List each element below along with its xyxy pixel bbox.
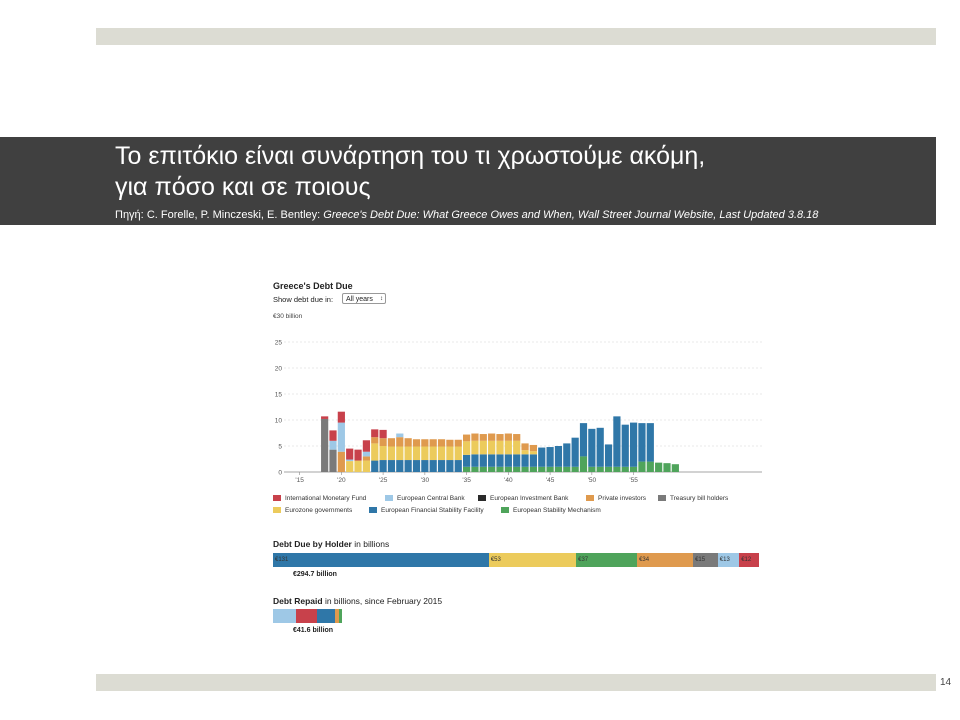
strip-segment-tbill[interactable]: €15 — [693, 553, 718, 567]
bar-segment-eurozone[interactable] — [380, 446, 387, 460]
bar-segment-eurozone[interactable] — [363, 461, 370, 472]
legend-label: European Investment Bank — [490, 495, 569, 502]
legend-label: Eurozone governments — [285, 507, 353, 514]
bar-segment-tbill[interactable] — [329, 450, 336, 472]
legend-swatch — [658, 495, 666, 501]
bar-segment-efsf[interactable] — [647, 423, 654, 461]
bar-segment-esm[interactable] — [647, 462, 654, 472]
bar-segment-eurozone[interactable] — [521, 450, 528, 454]
bar-segment-private[interactable] — [471, 434, 478, 441]
x-tick-label: '45 — [545, 477, 555, 484]
legend-item-efsf — [369, 507, 484, 514]
bar-segment-private[interactable] — [413, 439, 420, 446]
year-select[interactable] — [342, 293, 386, 304]
bar-segment-esm[interactable] — [588, 467, 595, 472]
strip-segment-imf[interactable]: €12 — [739, 553, 759, 567]
legend-item-ecb — [385, 495, 465, 502]
slide-number: 14 — [940, 677, 952, 688]
bar-segment-eurozone[interactable] — [388, 447, 395, 461]
bar-segment-eurozone[interactable] — [505, 441, 512, 455]
bar-segment-imf[interactable] — [354, 450, 361, 461]
bar-segment-eurozone[interactable] — [455, 447, 462, 461]
bar-segment-eurozone[interactable] — [480, 441, 487, 455]
bar-segment-efsf[interactable] — [480, 454, 487, 466]
strip-segment-esm[interactable]: €37 — [576, 553, 637, 567]
repaid-total: €41.6 billion — [293, 627, 334, 634]
bar-segment-efsf[interactable] — [538, 448, 545, 467]
bar-segment-private[interactable] — [530, 445, 537, 451]
legend-item-esm — [501, 507, 601, 514]
bar-segment-efsf[interactable] — [380, 460, 387, 472]
repaid-title-rest: in billions, since February 2015 — [322, 596, 443, 606]
repaid-strip — [273, 609, 342, 623]
bar-segment-esm[interactable] — [597, 467, 604, 472]
bar-segment-eurozone[interactable] — [471, 441, 478, 455]
bar-segment-esm[interactable] — [630, 467, 637, 472]
top-decor-band — [96, 28, 936, 45]
bar-segment-esm[interactable] — [655, 463, 662, 472]
legend-label: European Central Bank — [397, 495, 465, 502]
bar-segment-efsf[interactable] — [496, 454, 503, 466]
bar-segment-eurozone[interactable] — [405, 447, 412, 461]
x-tick-label: '15 — [295, 477, 304, 484]
bar-segment-esm[interactable] — [471, 467, 478, 472]
x-tick-label: '25 — [378, 477, 388, 484]
bar-segment-eurozone[interactable] — [513, 441, 520, 455]
bar-segment-esm[interactable] — [572, 467, 579, 472]
bar-segment-imf[interactable] — [346, 449, 353, 460]
bar-segment-esm[interactable] — [547, 467, 554, 472]
bar-segment-imf[interactable] — [329, 430, 336, 440]
bar-segment-esm[interactable] — [663, 463, 670, 472]
bar-segment-private[interactable] — [338, 452, 345, 472]
legend-swatch — [478, 495, 486, 501]
legend-swatch — [385, 495, 393, 501]
bar-segment-eurozone[interactable] — [371, 443, 378, 460]
legend-label: International Monetary Fund — [285, 495, 367, 502]
bar-segment-efsf[interactable] — [463, 455, 470, 467]
bar-segment-efsf[interactable] — [588, 429, 595, 467]
legend-swatch — [586, 495, 594, 501]
bar-segment-esm[interactable] — [563, 467, 570, 472]
bar-segment-esm[interactable] — [555, 467, 562, 472]
bar-segment-ecb[interactable] — [396, 434, 403, 438]
bar-segment-esm[interactable] — [580, 456, 587, 472]
bar-segment-efsf[interactable] — [438, 460, 445, 472]
slide-title — [115, 141, 705, 203]
bar-segment-efsf[interactable] — [413, 460, 420, 472]
legend-item-eurozone — [273, 507, 352, 514]
bar-segment-esm[interactable] — [488, 467, 495, 472]
strip-segment-ecb[interactable]: €13 — [718, 553, 739, 567]
bar-segment-private[interactable] — [505, 434, 512, 441]
x-tick-label: '35 — [462, 477, 471, 484]
bar-segment-private[interactable] — [480, 434, 487, 441]
y-tick-label: 5 — [278, 443, 282, 451]
y-tick-label: 20 — [274, 365, 282, 373]
holder-strip — [273, 553, 759, 567]
bar-segment-efsf[interactable] — [530, 454, 537, 466]
bar-segment-efsf[interactable] — [580, 423, 587, 456]
strip-segment-ecb[interactable] — [273, 609, 296, 623]
bar-segment-efsf[interactable] — [405, 460, 412, 472]
bar-segment-eurozone[interactable] — [496, 441, 503, 455]
year-select-value: All years — [346, 296, 373, 303]
x-tick-label: '55 — [629, 477, 638, 484]
source-authors: C. Forelle, P. Minczeski, E. Bentley: — [146, 209, 321, 221]
x-tick-label: '50 — [587, 477, 597, 484]
legend-swatch — [501, 507, 509, 513]
bar-segment-ecb[interactable] — [346, 460, 353, 462]
strip-segment-efsf[interactable]: €131 — [273, 553, 489, 567]
legend-label: European Financial Stability Facility — [381, 507, 484, 514]
bar-segment-private[interactable] — [388, 438, 395, 446]
bar-segment-efsf[interactable] — [505, 454, 512, 466]
bar-segment-efsf[interactable] — [605, 444, 612, 466]
repaid-section-title — [273, 596, 442, 606]
bar-segment-esm[interactable] — [496, 467, 503, 472]
bar-segment-ecb[interactable] — [363, 452, 370, 457]
source-title: Greece's Debt Due: What Greece Owes and When, Wall Street Journal Website, Last Updated 3.8.18 — [323, 209, 819, 221]
bar-segment-esm[interactable] — [672, 464, 679, 472]
bar-segment-efsf[interactable] — [421, 460, 428, 472]
strip-segment-private[interactable]: €34 — [637, 553, 693, 567]
bottom-decor-band — [96, 674, 936, 691]
bar-segment-private[interactable] — [521, 443, 528, 450]
bar-segment-efsf[interactable] — [471, 454, 478, 466]
bar-segment-imf[interactable] — [363, 440, 370, 451]
source-label: Πηγή: — [115, 209, 144, 221]
bar-segment-private[interactable] — [396, 437, 403, 446]
bar-segment-eurozone[interactable] — [488, 441, 495, 455]
bar-segment-esm[interactable] — [638, 462, 645, 472]
slide-title-line-1: Το επιτόκιο είναι συνάρτηση του τι χρωστούμε ακόμη, — [115, 142, 706, 170]
select-arrows-icon: ↕ — [380, 296, 383, 302]
bar-segment-efsf[interactable] — [563, 443, 570, 466]
bar-segment-efsf[interactable] — [488, 454, 495, 466]
bar-segment-esm[interactable] — [622, 467, 629, 472]
bar-segment-efsf[interactable] — [430, 460, 437, 472]
bar-segment-efsf[interactable] — [521, 454, 528, 466]
bar-segment-eurozone[interactable] — [438, 447, 445, 461]
bar-segment-efsf[interactable] — [597, 428, 604, 467]
bar-segment-private[interactable] — [455, 440, 462, 447]
bar-segment-esm[interactable] — [463, 467, 470, 472]
bar-segment-efsf[interactable] — [630, 423, 637, 467]
bar-segment-efsf[interactable] — [555, 446, 562, 467]
legend-swatch — [273, 507, 281, 513]
legend-label: Treasury bill holders — [670, 495, 729, 502]
bar-segment-imf[interactable] — [380, 430, 387, 438]
bar-segment-private[interactable] — [496, 434, 503, 441]
x-tick-label: '30 — [420, 477, 430, 484]
bar-segment-ecb[interactable] — [329, 441, 336, 450]
source-citation — [115, 209, 818, 221]
bar-segment-eurozone[interactable] — [446, 447, 453, 461]
holder-title-rest: in billions — [351, 539, 390, 549]
bar-segment-efsf[interactable] — [572, 438, 579, 467]
bar-segment-private[interactable] — [363, 456, 370, 460]
y-tick-label: 25 — [274, 339, 282, 347]
legend-swatch — [273, 495, 281, 501]
bar-segment-private[interactable] — [380, 438, 387, 446]
bar-segment-efsf[interactable] — [513, 454, 520, 466]
bar-segment-esm[interactable] — [530, 467, 537, 472]
x-tick-label: '20 — [337, 477, 346, 484]
chart-title: Greece's Debt Due — [273, 281, 353, 291]
bars — [321, 412, 679, 472]
legend-label: European Stability Mechanism — [513, 507, 601, 514]
y-tick-label: 10 — [274, 417, 282, 425]
bar-segment-efsf[interactable] — [371, 461, 378, 472]
bar-segment-imf[interactable] — [371, 429, 378, 437]
y-tick-label: 0 — [278, 469, 282, 477]
bar-segment-esm[interactable] — [480, 467, 487, 472]
y-tick-label: 15 — [274, 391, 282, 399]
bar-segment-private[interactable] — [463, 435, 470, 442]
debt-due-chart — [262, 330, 772, 490]
bar-segment-eurozone[interactable] — [413, 447, 420, 461]
bar-segment-esm[interactable] — [513, 467, 520, 472]
bar-segment-private[interactable] — [438, 439, 445, 446]
repaid-title-bold: Debt Repaid — [273, 596, 323, 606]
bar-segment-eurozone[interactable] — [354, 461, 361, 472]
bar-segment-esm[interactable] — [613, 467, 620, 472]
holder-title-bold: Debt Due by Holder — [273, 539, 352, 549]
bar-segment-imf[interactable] — [338, 412, 345, 423]
legend-label: Private investors — [598, 495, 647, 502]
holder-section-title — [273, 539, 389, 549]
x-tick-label: '40 — [504, 477, 513, 484]
bar-segment-eurozone[interactable] — [463, 441, 470, 455]
legend-item-imf — [273, 495, 366, 502]
strip-segment-eurozone[interactable]: €53 — [489, 553, 576, 567]
bar-segment-efsf[interactable] — [446, 460, 453, 472]
bar-segment-efsf[interactable] — [613, 416, 620, 466]
holder-total: €294.7 billion — [293, 571, 337, 578]
bar-segment-efsf[interactable] — [388, 460, 395, 472]
bar-segment-private[interactable] — [513, 434, 520, 441]
legend-item-private — [586, 495, 646, 502]
show-debt-label: Show debt due in: — [273, 295, 334, 304]
slide-title-line-2: για πόσο και σε ποιους — [115, 173, 371, 201]
legend-item-eib — [478, 495, 568, 502]
strip-segment-esm[interactable] — [339, 609, 342, 623]
bar-segment-eurozone[interactable] — [530, 451, 537, 454]
bar-segment-efsf[interactable] — [622, 425, 629, 467]
strip-segment-imf[interactable] — [296, 609, 317, 623]
bar-segment-efsf[interactable] — [455, 460, 462, 472]
bar-segment-private[interactable] — [371, 437, 378, 443]
bar-segment-esm[interactable] — [521, 467, 528, 472]
bar-segment-private[interactable] — [446, 440, 453, 447]
bar-segment-eurozone[interactable] — [421, 447, 428, 461]
bar-segment-private[interactable] — [488, 434, 495, 441]
bar-segment-efsf[interactable] — [547, 447, 554, 467]
bar-segment-imf[interactable] — [321, 416, 328, 419]
bar-segment-ecb[interactable] — [338, 423, 345, 452]
bar-segment-eurozone[interactable] — [396, 447, 403, 461]
legend-item-tbill — [658, 495, 728, 502]
bar-segment-eurozone[interactable] — [430, 447, 437, 461]
bar-segment-esm[interactable] — [605, 467, 612, 472]
bar-segment-esm[interactable] — [538, 467, 545, 472]
bar-segment-private[interactable] — [430, 439, 437, 446]
bar-segment-private[interactable] — [421, 439, 428, 446]
bar-segment-esm[interactable] — [505, 467, 512, 472]
bar-segment-efsf[interactable] — [638, 423, 645, 461]
bar-segment-private[interactable] — [405, 438, 412, 446]
strip-segment-efsf[interactable] — [317, 609, 335, 623]
y-unit-label: €30 billion — [273, 313, 303, 320]
bar-segment-eurozone[interactable] — [346, 461, 353, 472]
legend-swatch — [369, 507, 377, 513]
bar-segment-efsf[interactable] — [396, 460, 403, 472]
bar-segment-tbill[interactable] — [321, 419, 328, 472]
